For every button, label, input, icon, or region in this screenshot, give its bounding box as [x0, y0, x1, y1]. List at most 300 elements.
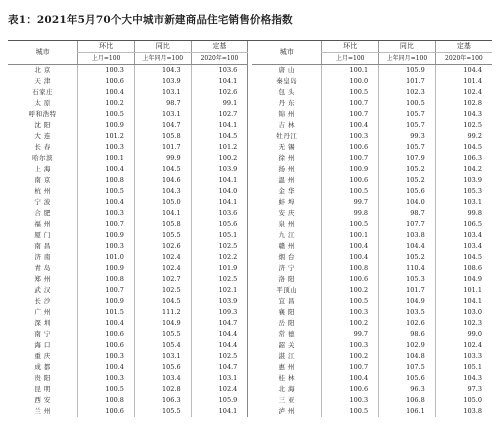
mom-value: 100.0 [322, 76, 379, 87]
base-value: 103.9 [435, 175, 492, 186]
mom-value: 100.4 [322, 373, 379, 384]
base-value: 101.9 [191, 263, 248, 274]
city-name: 贵 阳 [34, 374, 51, 382]
table-row [8, 76, 492, 87]
base-value: 100.2 [191, 153, 248, 164]
city-name: 广 州 [34, 308, 51, 316]
mom-subheader: 上月=100 [322, 53, 379, 65]
yoy-value: 105.3 [379, 274, 436, 285]
yoy-value: 105.7 [379, 120, 436, 131]
base-value: 102.5 [435, 120, 492, 131]
mom-header: 环比 [78, 41, 135, 53]
base-value: 103.4 [435, 230, 492, 241]
city-name: 烟 台 [278, 253, 296, 261]
city-name: 洛 阳 [278, 275, 296, 283]
mom-value: 100.2 [78, 98, 135, 109]
yoy-value: 106.3 [134, 395, 191, 406]
city-name: 温 州 [278, 176, 296, 184]
base-value: 104.2 [435, 164, 492, 175]
city-name: 包 头 [278, 88, 296, 96]
mom-value: 100.4 [78, 87, 135, 98]
city-column-header: 城市 [8, 41, 78, 65]
base-header: 定基 [435, 41, 492, 53]
base-value: 101.4 [435, 76, 492, 87]
base-value: 104.9 [435, 274, 492, 285]
city-name: 石家庄 [32, 88, 54, 96]
base-value: 105.6 [191, 219, 248, 230]
table-row [8, 131, 492, 142]
yoy-value: 104.6 [134, 175, 191, 186]
table-row [8, 252, 492, 263]
mom-value: 100.3 [322, 340, 379, 351]
base-value: 103.6 [191, 208, 248, 219]
city-name: 哈尔滨 [32, 154, 54, 162]
city-name: 无 锡 [278, 143, 296, 151]
city-name: 昆 明 [34, 385, 51, 393]
yoy-value: 102.4 [134, 263, 191, 274]
mom-value: 100.9 [78, 120, 135, 131]
base-value: 103.0 [435, 307, 492, 318]
city-name: 厦 门 [34, 231, 51, 239]
base-value: 105.1 [191, 230, 248, 241]
yoy-value: 99.3 [379, 131, 436, 142]
base-value: 104.5 [435, 142, 492, 153]
table-row [8, 274, 492, 285]
city-name: 济 南 [34, 253, 51, 261]
table-row [8, 65, 492, 77]
city-name: 深 圳 [34, 319, 51, 327]
mom-value: 100.6 [322, 384, 379, 395]
city-name: 九 江 [278, 231, 296, 239]
base-value: 104.1 [191, 76, 248, 87]
mom-value: 100.5 [78, 384, 135, 395]
yoy-value: 102.6 [134, 241, 191, 252]
base-value: 104.1 [191, 120, 248, 131]
city-name: 兰 州 [34, 407, 51, 415]
city-name: 泉 州 [278, 220, 296, 228]
table-row [8, 164, 492, 175]
yoy-value: 102.4 [134, 252, 191, 263]
yoy-value: 101.7 [379, 285, 436, 296]
table-row [8, 153, 492, 164]
yoy-value: 105.2 [379, 175, 436, 186]
city-name: 泸 州 [278, 407, 296, 415]
mom-value: 100.6 [322, 175, 379, 186]
base-value: 102.5 [191, 241, 248, 252]
mom-value: 100.4 [322, 241, 379, 252]
base-value: 102.8 [435, 98, 492, 109]
yoy-value: 104.4 [379, 241, 436, 252]
base-value: 103.9 [191, 296, 248, 307]
table-row [8, 241, 492, 252]
yoy-value: 110.4 [379, 263, 436, 274]
city-name: 岳 阳 [278, 319, 296, 327]
base-value: 105.9 [191, 395, 248, 406]
price-index-table [8, 40, 492, 417]
mom-value: 100.4 [322, 252, 379, 263]
base-value: 104.7 [191, 318, 248, 329]
base-value: 104.5 [435, 252, 492, 263]
city-name: 锦 州 [278, 110, 296, 118]
city-name: 安 庆 [278, 209, 296, 217]
city-name: 宁 波 [34, 198, 51, 206]
mom-value: 100.4 [322, 120, 379, 131]
city-name: 三 亚 [278, 396, 296, 404]
city-name: 福 州 [34, 220, 51, 228]
base-value: 102.4 [191, 384, 248, 395]
table-row [8, 120, 492, 131]
yoy-value: 105.5 [134, 406, 191, 417]
city-name: 金 华 [278, 187, 296, 195]
mom-header: 环比 [322, 41, 379, 53]
table-row [8, 208, 492, 219]
mom-value: 101.5 [78, 307, 135, 318]
mom-value: 100.3 [322, 395, 379, 406]
city-name: 湛 江 [278, 352, 296, 360]
table-row [8, 87, 492, 98]
base-value: 103.6 [191, 65, 248, 77]
base-value: 104.1 [191, 175, 248, 186]
yoy-value: 105.6 [379, 373, 436, 384]
table-row [8, 318, 492, 329]
yoy-value: 103.8 [379, 230, 436, 241]
yoy-subheader: 上年同月=100 [379, 53, 436, 65]
yoy-value: 102.7 [134, 274, 191, 285]
city-name: 扬 州 [278, 165, 296, 173]
yoy-value: 103.1 [134, 109, 191, 120]
yoy-value: 103.4 [134, 373, 191, 384]
yoy-value: 103.1 [134, 87, 191, 98]
mom-value: 100.1 [322, 230, 379, 241]
mom-value: 100.8 [78, 274, 135, 285]
city-name: 南 昌 [34, 242, 51, 250]
yoy-value: 106.1 [379, 406, 436, 417]
base-value: 103.1 [435, 197, 492, 208]
yoy-value: 102.8 [134, 384, 191, 395]
yoy-value: 105.8 [134, 219, 191, 230]
base-value: 103.1 [191, 373, 248, 384]
table-row [8, 186, 492, 197]
mom-value: 100.8 [78, 175, 135, 186]
yoy-value: 104.3 [134, 65, 191, 77]
base-value: 105.0 [435, 395, 492, 406]
base-value: 103.3 [435, 351, 492, 362]
mom-value: 100.4 [78, 362, 135, 373]
yoy-value: 107.7 [379, 219, 436, 230]
yoy-value: 105.7 [379, 142, 436, 153]
yoy-header: 同比 [379, 41, 436, 53]
city-name: 惠 州 [278, 363, 296, 371]
yoy-value: 106.8 [379, 395, 436, 406]
mom-subheader: 上月=100 [78, 53, 135, 65]
base-value: 106.3 [435, 153, 492, 164]
city-name: 长 春 [34, 143, 51, 151]
city-name: 沈 阳 [34, 121, 51, 129]
base-value: 104.3 [435, 109, 492, 120]
city-name: 徐 州 [278, 154, 296, 162]
city-name: 济 宁 [278, 264, 296, 272]
yoy-value: 105.0 [134, 197, 191, 208]
base-value: 104.5 [191, 131, 248, 142]
city-name: 襄 阳 [278, 308, 296, 316]
table-row [8, 142, 492, 153]
base-value: 104.1 [191, 197, 248, 208]
mom-value: 100.7 [322, 362, 379, 373]
yoy-value: 102.9 [379, 340, 436, 351]
table-row [8, 362, 492, 373]
yoy-value: 103.9 [134, 76, 191, 87]
base-value: 102.4 [435, 340, 492, 351]
table-row [8, 406, 492, 417]
yoy-value: 104.0 [379, 197, 436, 208]
table-row [8, 395, 492, 406]
yoy-value: 98.7 [379, 208, 436, 219]
yoy-value: 105.9 [379, 65, 436, 77]
table-row [8, 109, 492, 120]
table-row [8, 340, 492, 351]
table-row [8, 351, 492, 362]
mom-value: 100.7 [78, 285, 135, 296]
yoy-value: 104.3 [134, 186, 191, 197]
mom-value: 100.4 [78, 318, 135, 329]
yoy-value: 107.9 [379, 153, 436, 164]
mom-value: 101.0 [78, 252, 135, 263]
yoy-value: 102.3 [379, 87, 436, 98]
base-value: 99.2 [435, 131, 492, 142]
mom-value: 100.6 [322, 274, 379, 285]
yoy-value: 104.5 [134, 164, 191, 175]
yoy-value: 104.8 [379, 351, 436, 362]
city-name: 呼和浩特 [28, 110, 57, 118]
mom-value: 100.8 [322, 263, 379, 274]
city-column-header: 城市 [252, 41, 322, 65]
city-name: 吉 林 [278, 121, 296, 129]
mom-value: 100.5 [322, 87, 379, 98]
mom-value: 100.6 [78, 340, 135, 351]
mom-value: 100.7 [322, 98, 379, 109]
city-name: 长 沙 [34, 297, 51, 305]
mom-value: 100.2 [322, 285, 379, 296]
mom-value: 99.7 [322, 329, 379, 340]
yoy-value: 100.5 [379, 98, 436, 109]
mom-value: 100.3 [322, 307, 379, 318]
yoy-value: 105.7 [379, 109, 436, 120]
city-name: 杭 州 [34, 187, 51, 195]
base-value: 109.3 [191, 307, 248, 318]
yoy-value: 99.9 [134, 153, 191, 164]
city-name: 成 都 [34, 363, 51, 371]
table-row [8, 373, 492, 384]
mom-value: 100.2 [322, 318, 379, 329]
yoy-value: 105.6 [134, 362, 191, 373]
city-name: 郑 州 [34, 275, 51, 283]
mom-value: 100.6 [78, 406, 135, 417]
yoy-subheader: 上年同月=100 [134, 53, 191, 65]
mom-value: 100.9 [78, 263, 135, 274]
mom-value: 100.9 [322, 164, 379, 175]
city-name: 北 京 [34, 66, 51, 74]
yoy-value: 107.5 [379, 362, 436, 373]
city-name: 韶 关 [278, 341, 296, 349]
base-value: 104.4 [191, 329, 248, 340]
base-value: 102.6 [191, 87, 248, 98]
city-name: 武 汉 [34, 286, 51, 294]
mom-value: 100.3 [78, 142, 135, 153]
mom-value: 100.3 [78, 241, 135, 252]
base-value: 106.5 [435, 219, 492, 230]
mom-value: 100.4 [78, 197, 135, 208]
yoy-value: 98.6 [379, 329, 436, 340]
base-value: 102.5 [191, 274, 248, 285]
mom-value: 100.6 [78, 329, 135, 340]
base-value: 108.6 [435, 263, 492, 274]
base-value: 102.7 [191, 109, 248, 120]
mom-value: 100.7 [322, 153, 379, 164]
base-value: 101.2 [191, 142, 248, 153]
mom-value: 100.3 [78, 65, 135, 77]
base-value: 102.5 [191, 351, 248, 362]
base-value: 105.1 [435, 362, 492, 373]
mom-value: 100.3 [78, 373, 135, 384]
mom-value: 101.2 [78, 131, 135, 142]
city-name: 常 德 [278, 330, 296, 338]
yoy-value: 103.1 [134, 351, 191, 362]
city-name: 西 安 [34, 396, 51, 404]
yoy-value: 105.4 [134, 340, 191, 351]
base-value: 103.9 [191, 164, 248, 175]
table-row [8, 384, 492, 395]
mom-value: 100.8 [78, 395, 135, 406]
yoy-value: 98.7 [134, 98, 191, 109]
city-name: 太 原 [34, 99, 51, 107]
mom-value: 100.3 [322, 131, 379, 142]
yoy-value: 101.7 [379, 76, 436, 87]
mom-value: 100.1 [322, 65, 379, 77]
base-value: 104.1 [435, 296, 492, 307]
mom-value: 100.2 [322, 351, 379, 362]
base-value: 97.3 [435, 384, 492, 395]
base-value: 104.7 [191, 362, 248, 373]
table-title: 表1：2021年5月70个大中城市新建商品住宅销售价格指数 [8, 14, 293, 26]
mom-value: 100.7 [322, 109, 379, 120]
mom-value: 100.6 [322, 142, 379, 153]
mom-value: 100.5 [322, 186, 379, 197]
city-name: 重 庆 [34, 352, 51, 360]
base-value: 104.3 [435, 373, 492, 384]
mom-value: 100.7 [78, 219, 135, 230]
yoy-value: 105.6 [379, 186, 436, 197]
yoy-value: 104.7 [134, 120, 191, 131]
base-value: 101.1 [435, 285, 492, 296]
mom-value: 100.5 [322, 406, 379, 417]
base-subheader: 2020年=100 [435, 53, 492, 65]
city-name: 南 宁 [34, 330, 51, 338]
yoy-value: 105.5 [134, 230, 191, 241]
yoy-value: 101.7 [134, 142, 191, 153]
base-header: 定基 [191, 41, 248, 53]
table-row [8, 197, 492, 208]
city-name: 海 口 [34, 341, 51, 349]
mom-value: 100.3 [78, 208, 135, 219]
city-name: 青 岛 [34, 264, 51, 272]
table-row [8, 263, 492, 274]
yoy-value: 102.6 [379, 318, 436, 329]
city-name: 宜 昌 [278, 297, 296, 305]
yoy-value: 105.2 [379, 252, 436, 263]
city-name: 天 津 [34, 77, 51, 85]
base-value: 102.4 [435, 87, 492, 98]
base-value: 104.1 [191, 406, 248, 417]
base-value: 99.1 [191, 98, 248, 109]
base-value: 102.1 [191, 285, 248, 296]
mom-value: 100.5 [78, 186, 135, 197]
yoy-value: 104.1 [134, 208, 191, 219]
yoy-value: 103.5 [379, 307, 436, 318]
table-row [8, 219, 492, 230]
yoy-value: 104.9 [379, 296, 436, 307]
mom-value: 99.8 [322, 208, 379, 219]
mom-value: 100.6 [78, 76, 135, 87]
base-value: 105.3 [435, 186, 492, 197]
city-name: 唐 山 [278, 66, 296, 74]
city-name: 大 连 [34, 132, 51, 140]
yoy-value: 104.9 [134, 318, 191, 329]
mom-value: 99.7 [322, 197, 379, 208]
yoy-value: 105.5 [134, 329, 191, 340]
yoy-value: 105.8 [134, 131, 191, 142]
city-name: 合 肥 [34, 209, 51, 217]
base-value: 103.8 [435, 406, 492, 417]
yoy-value: 102.5 [134, 285, 191, 296]
base-value: 103.4 [435, 241, 492, 252]
base-value: 104.0 [191, 186, 248, 197]
table-row [8, 230, 492, 241]
base-value: 104.4 [191, 340, 248, 351]
yoy-value: 111.2 [134, 307, 191, 318]
city-name: 丹 东 [278, 99, 296, 107]
table-row [8, 98, 492, 109]
mom-value: 100.5 [322, 219, 379, 230]
table-row [8, 329, 492, 340]
city-name: 桂 林 [278, 374, 296, 382]
base-subheader: 2020年=100 [191, 53, 248, 65]
city-name: 秦皇岛 [276, 77, 298, 85]
table-row [8, 296, 492, 307]
yoy-value: 104.5 [134, 296, 191, 307]
yoy-value: 105.2 [379, 164, 436, 175]
city-name: 北 海 [278, 385, 296, 393]
yoy-header: 同比 [134, 41, 191, 53]
city-name: 牡丹江 [276, 132, 298, 140]
base-value: 102.3 [435, 318, 492, 329]
city-name: 平顶山 [276, 286, 298, 294]
table-row [8, 175, 492, 186]
mom-value: 100.3 [78, 351, 135, 362]
table-row [8, 307, 492, 318]
mom-value: 100.9 [78, 296, 135, 307]
city-name: 上 海 [34, 165, 51, 173]
city-name: 蚌 埠 [278, 198, 296, 206]
mom-value: 100.4 [78, 164, 135, 175]
city-name: 赣 州 [278, 242, 296, 250]
yoy-value: 96.3 [379, 384, 436, 395]
table-row [8, 285, 492, 296]
base-value: 102.2 [191, 252, 248, 263]
mom-value: 100.9 [78, 230, 135, 241]
mom-value: 100.5 [78, 109, 135, 120]
city-name: 南 京 [34, 176, 51, 184]
base-value: 99.8 [435, 208, 492, 219]
